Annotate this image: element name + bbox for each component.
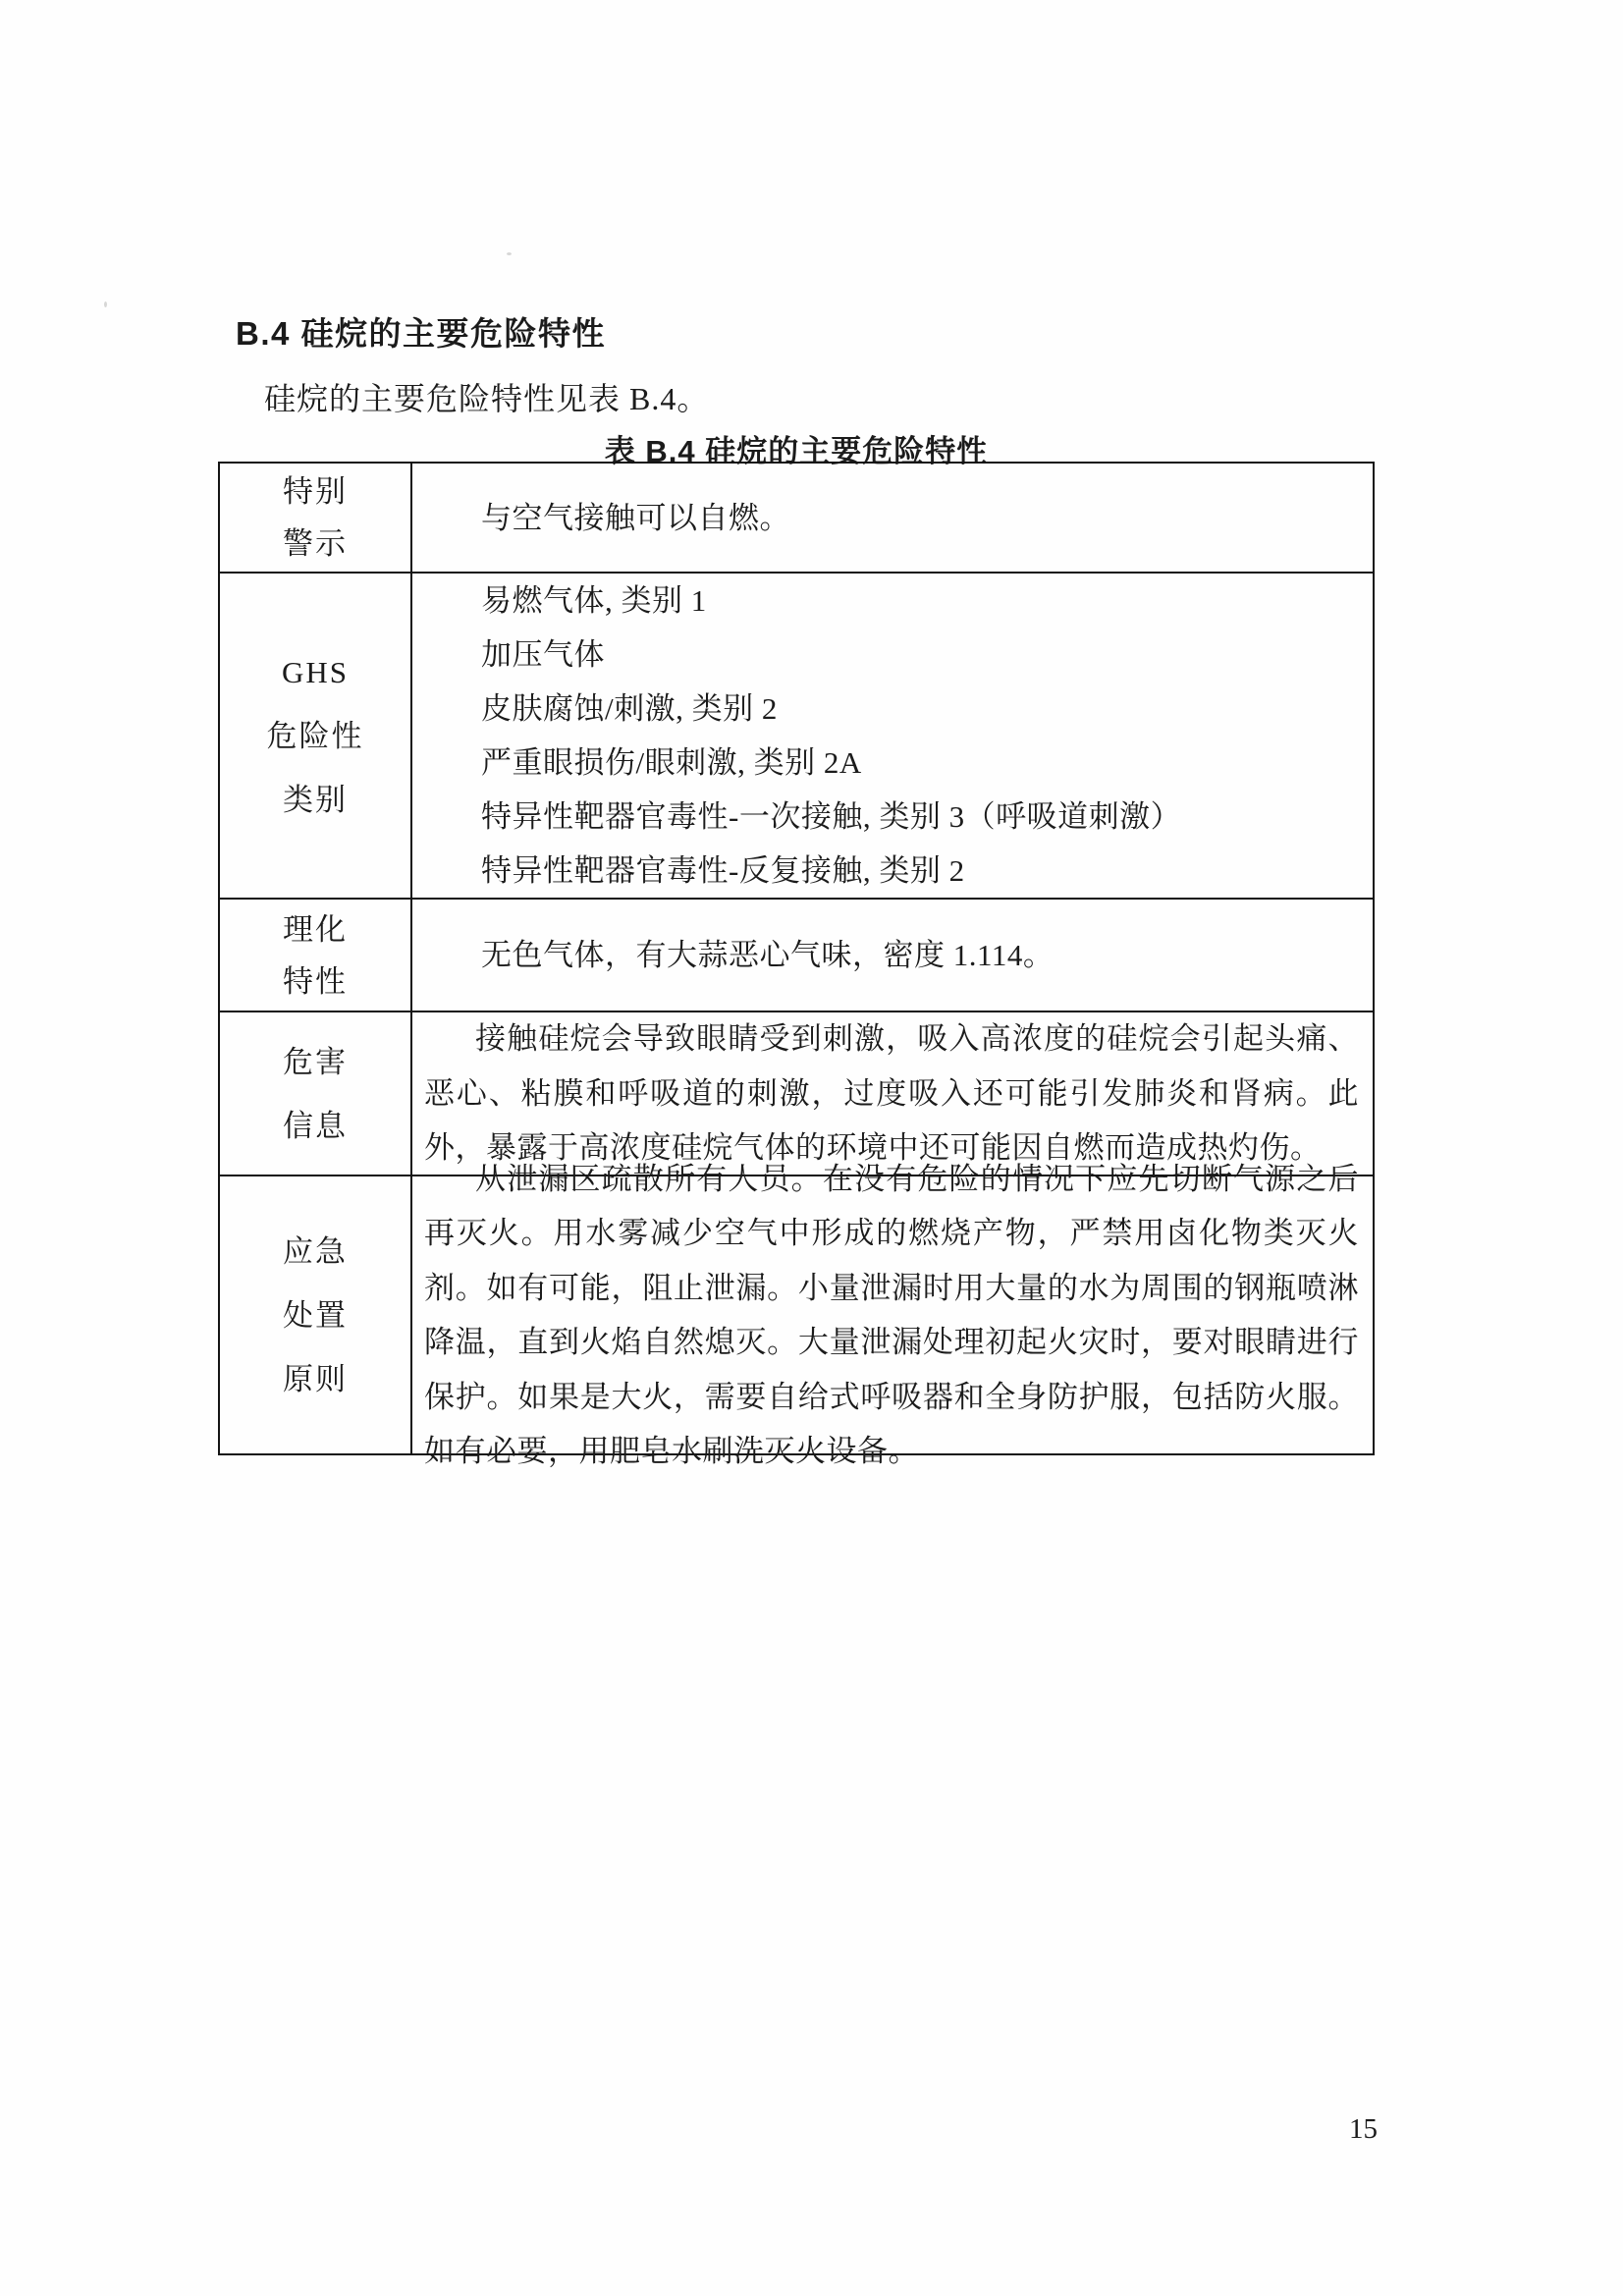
- content-line: 皮肤腐蚀/刺激, 类别 2: [481, 691, 778, 726]
- row-content-ghs-classification: [412, 574, 1373, 898]
- row-label-line: 危害: [283, 1044, 348, 1079]
- row-content-physicochemical: [412, 900, 1373, 1011]
- row-label-line: 应急: [283, 1233, 348, 1269]
- scan-speck: [507, 252, 512, 255]
- content-line: 无色气体，有大蒜恶心气味，密度 1.114。: [481, 938, 1055, 972]
- table-row-special-warning: [220, 464, 1373, 574]
- row-label-line: 特性: [283, 963, 348, 999]
- table-row-emergency-response: [220, 1161, 1373, 1468]
- row-label-special-warning: [220, 464, 412, 572]
- content-line: 特异性靶器官毒性-反复接触, 类别 2: [481, 853, 965, 888]
- row-label-line: 信息: [283, 1108, 348, 1143]
- content-line: 特异性靶器官毒性-一次接触, 类别 3（呼吸道刺激）: [481, 799, 1182, 834]
- row-content-special-warning: [412, 464, 1373, 572]
- row-label-line: 危险性: [266, 718, 364, 753]
- content-line: 严重眼损伤/眼刺激, 类别 2A: [481, 745, 862, 780]
- row-label-ghs-classification: [220, 574, 412, 898]
- row-label-line: 理化: [283, 911, 348, 947]
- table-row-ghs-classification: [220, 574, 1373, 900]
- table-row-physicochemical: [220, 900, 1373, 1012]
- content-line: 与空气接触可以自燃。: [481, 500, 790, 535]
- row-label-line: 处置: [283, 1297, 348, 1333]
- page-number: 15: [1349, 2113, 1378, 2145]
- row-label-line: GHS: [281, 654, 349, 689]
- hazard-table: [218, 462, 1375, 1468]
- row-label-line: 原则: [283, 1361, 348, 1396]
- content-line: 易燃气体, 类别 1: [481, 583, 707, 618]
- intro-paragraph: 硅烷的主要危险特性见表 B.4。: [264, 381, 710, 416]
- row-content-hazard-info: [412, 1012, 1373, 1175]
- row-label-physicochemical: [220, 900, 412, 1011]
- table-caption: 表 B.4 硅烷的主要危险特性: [604, 434, 989, 468]
- row-label-line: 特别: [283, 474, 348, 509]
- scan-speck: [104, 301, 107, 307]
- row-content-emergency-response: [412, 1161, 1373, 1468]
- section-heading: B.4 硅烷的主要危险特性: [236, 315, 607, 352]
- content-paragraph: 从泄漏区疏散所有人员。在没有危险的情况下应先切断气源之后再灭火。用水雾减少空气中形成的燃烧产物，严禁用卤化物类灭火剂。如有可能，阻止泄漏。小量泄漏时用大量的水为周围的钢瓶喷淋降温，直到火焰自然熄灭。大量泄漏处理初起火灾时，要对眼睛进行保护。如果是大火，需要自给式呼吸器和全身防护服，包括防火服。如有必要，用肥皂水刷洗灭火设备。: [424, 1161, 1359, 1468]
- row-label-line: 警示: [283, 526, 348, 561]
- row-label-hazard-info: [220, 1012, 412, 1175]
- row-label-emergency-response: [220, 1176, 412, 1453]
- content-paragraph: 接触硅烷会导致眼睛受到刺激，吸入高浓度的硅烷会引起头痛、恶心、粘膜和呼吸道的刺激，过度吸入还可能引发肺炎和肾病。此外，暴露于高浓度硅烷气体的环境中还可能因自燃而造成热灼伤。: [424, 1021, 1359, 1166]
- content-line: 加压气体: [481, 637, 605, 672]
- row-label-line: 类别: [283, 782, 348, 817]
